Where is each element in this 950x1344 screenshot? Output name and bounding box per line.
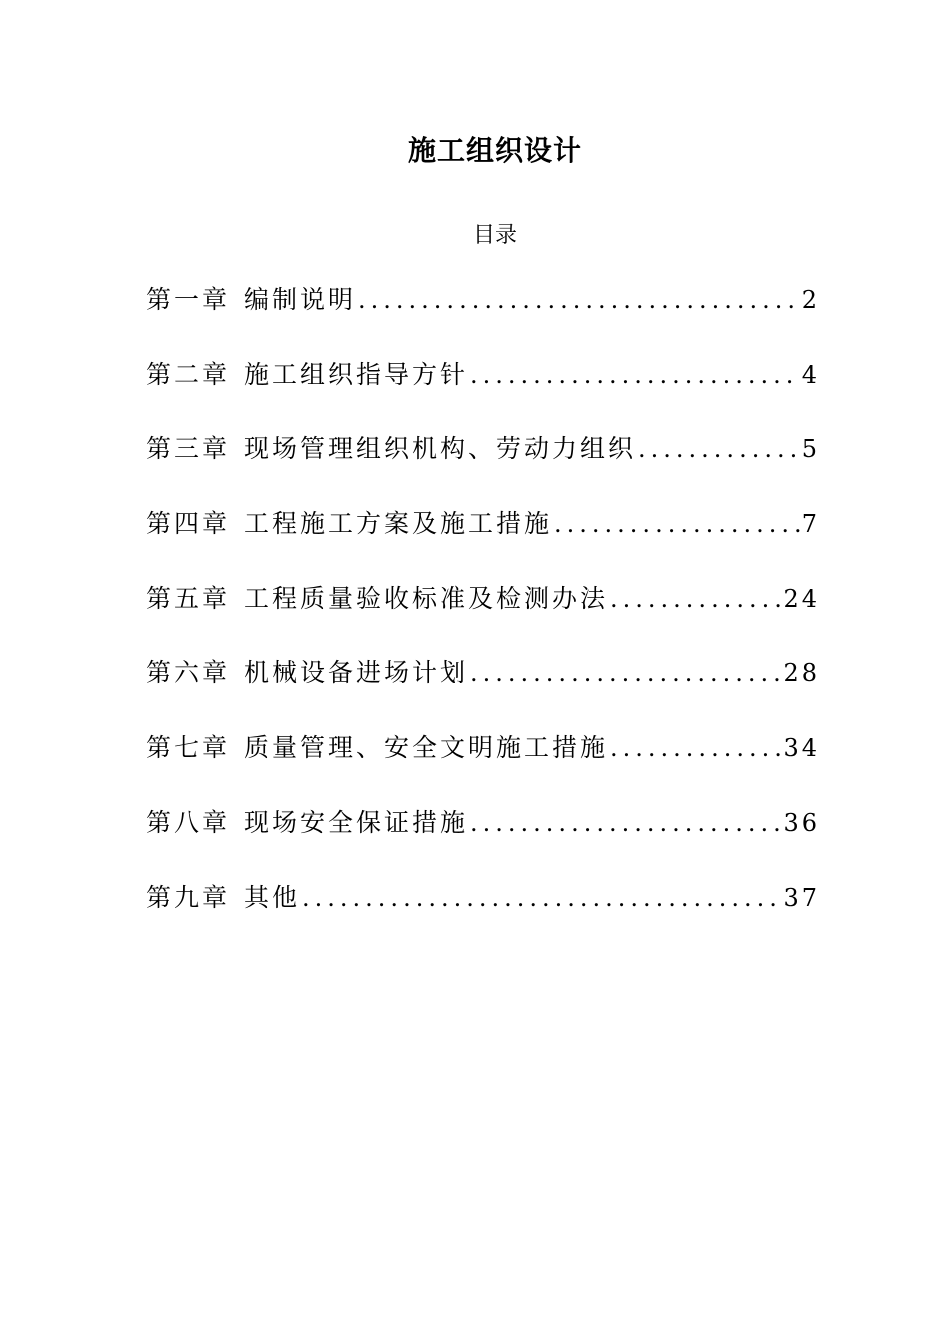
toc-heading: 目录	[472, 223, 517, 248]
toc-page-number: 37	[783, 883, 820, 912]
toc-chapter-title: 工程质量验收标准及检测办法	[244, 583, 609, 613]
toc-page-number: 34	[783, 734, 820, 763]
toc-page-number: 7	[801, 510, 820, 539]
toc-chapter-title: 编制说明	[244, 285, 357, 314]
toc-dot-leader	[302, 878, 781, 918]
toc-dot-leader	[554, 504, 800, 544]
toc-chapter-title: 现场管理组织机构、劳动力组织	[244, 434, 637, 464]
toc-dot-leader	[470, 653, 781, 693]
toc-chapter-number: 第一章	[146, 285, 231, 314]
toc-entry-7[interactable]	[146, 728, 820, 803]
document-title: 施工组织设计	[407, 134, 582, 167]
toc-chapter-number: 第七章	[146, 733, 231, 763]
toc-chapter-number: 第四章	[146, 509, 231, 539]
table-of-contents	[146, 280, 820, 952]
toc-chapter-number: 第九章	[146, 882, 231, 912]
toc-entry-6[interactable]	[146, 653, 820, 728]
toc-dot-leader	[470, 803, 781, 843]
toc-dot-leader	[470, 355, 800, 395]
toc-chapter-number: 第五章	[146, 583, 231, 613]
toc-chapter-title: 其他	[244, 882, 301, 912]
toc-chapter-title: 机械设备进场计划	[244, 658, 469, 688]
toc-entry-1[interactable]	[146, 280, 820, 355]
toc-page-number: 2	[801, 286, 820, 314]
toc-chapter-number: 第三章	[146, 434, 231, 464]
toc-entry-3[interactable]	[146, 429, 820, 504]
toc-chapter-number: 第八章	[146, 807, 231, 837]
toc-chapter-title: 现场安全保证措施	[244, 807, 469, 837]
toc-chapter-title: 工程施工方案及施工措施	[244, 509, 553, 539]
toc-page-number: 24	[783, 584, 820, 613]
toc-entry-2[interactable]	[146, 355, 820, 430]
toc-entry-4[interactable]	[146, 504, 820, 579]
toc-page-number: 36	[783, 808, 820, 837]
toc-dot-leader	[610, 728, 781, 768]
toc-page-number: 4	[801, 360, 820, 389]
toc-entry-9[interactable]	[146, 878, 820, 953]
toc-dot-leader	[638, 429, 800, 469]
toc-entry-8[interactable]	[146, 803, 820, 878]
toc-entry-5[interactable]	[146, 579, 820, 654]
toc-chapter-title: 质量管理、安全文明施工措施	[244, 733, 609, 763]
toc-page-number: 28	[783, 659, 820, 688]
toc-dot-leader	[610, 579, 781, 619]
toc-page-number: 5	[801, 435, 820, 464]
toc-chapter-title: 施工组织指导方针	[244, 359, 469, 389]
toc-chapter-number: 第二章	[146, 359, 231, 389]
toc-dot-leader	[358, 280, 800, 320]
toc-chapter-number: 第六章	[146, 658, 231, 688]
